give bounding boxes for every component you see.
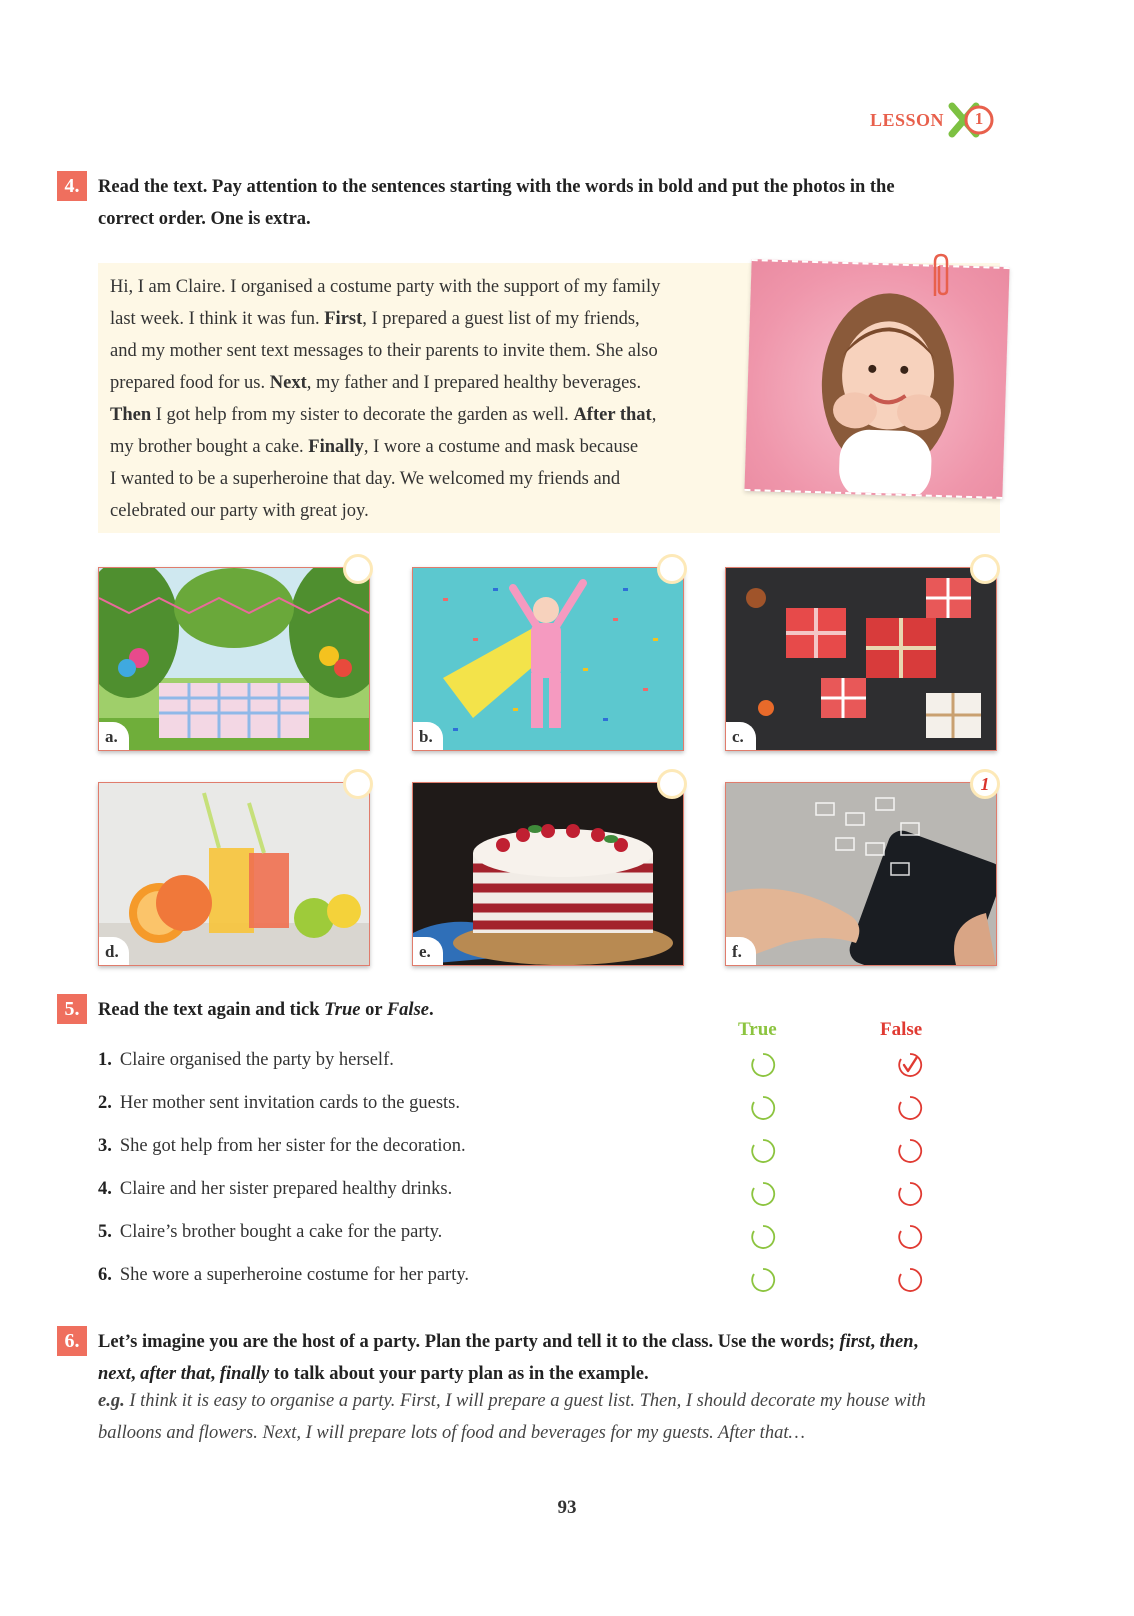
italic-keyword: first bbox=[839, 1332, 871, 1352]
statement-number: 5. bbox=[98, 1222, 112, 1242]
text-run: , bbox=[210, 1364, 220, 1384]
order-answer-circle[interactable] bbox=[343, 554, 373, 584]
garden-party-table-icon bbox=[99, 568, 369, 750]
italic-keyword: finally bbox=[219, 1364, 270, 1384]
false-circle[interactable] bbox=[897, 1052, 923, 1078]
photo-letter: f. bbox=[726, 937, 756, 965]
true-circle[interactable] bbox=[750, 1267, 776, 1293]
bold-keyword: After that bbox=[573, 405, 652, 425]
text-run: , bbox=[870, 1332, 880, 1352]
example-label: e.g. bbox=[98, 1391, 125, 1411]
false-circle[interactable] bbox=[897, 1095, 923, 1121]
gift-boxes-icon bbox=[726, 568, 996, 750]
false-circle[interactable] bbox=[897, 1267, 923, 1293]
reading-line bbox=[110, 303, 710, 335]
text-run: my brother bought a cake. bbox=[110, 437, 309, 457]
text-run: , I prepared a guest list of my friends, bbox=[362, 309, 640, 329]
reading-text bbox=[110, 271, 710, 527]
photo-f bbox=[725, 782, 997, 966]
italic-keyword: after that bbox=[140, 1364, 211, 1384]
text-run: , my father and I prepared healthy beverages. bbox=[306, 373, 642, 393]
true-circle[interactable] bbox=[750, 1095, 776, 1121]
italic-keyword: then bbox=[879, 1332, 914, 1352]
statement-item bbox=[98, 1136, 466, 1157]
photo-letter: c. bbox=[726, 722, 756, 750]
exercise-5-number: 5. bbox=[57, 994, 87, 1024]
reading-line bbox=[110, 335, 710, 367]
photo-c bbox=[725, 567, 997, 751]
lesson-label: LESSON bbox=[870, 109, 945, 130]
text-run: celebrated our party with great joy. bbox=[110, 501, 369, 521]
instruction-true-word: True bbox=[324, 1000, 361, 1020]
raspberry-cake-icon bbox=[413, 783, 683, 965]
instruction-line: correct order. One is extra. bbox=[98, 209, 311, 229]
example-line: balloons and flowers. Next, I will prepare lots of food and beverages for my guests. After that… bbox=[98, 1423, 805, 1443]
bold-keyword: Next bbox=[269, 373, 307, 393]
text-run: I got help from my sister to decorate the garden as well. bbox=[151, 405, 574, 425]
photo-letter: d. bbox=[99, 937, 129, 965]
example-text bbox=[98, 1385, 1008, 1449]
reading-line bbox=[110, 463, 710, 495]
false-column-header: False bbox=[880, 1019, 923, 1040]
claire-photo bbox=[744, 259, 1009, 499]
text-run: Let’s imagine you are the host of a party. Plan the party and tell it to the class. Use the words; bbox=[98, 1332, 840, 1352]
photo-d bbox=[98, 782, 370, 966]
reading-line bbox=[110, 495, 710, 527]
statement-number: 1. bbox=[98, 1050, 112, 1070]
statement-text: Claire’s brother bought a cake for the party. bbox=[119, 1222, 443, 1242]
false-circle[interactable] bbox=[897, 1224, 923, 1250]
example-line bbox=[98, 1385, 1008, 1417]
text-run: I wanted to be a superheroine that day. We welcomed my friends and bbox=[110, 469, 621, 489]
instruction-line: Read the text. Pay attention to the sentences starting with the words in bold and put the photos in the bbox=[98, 177, 895, 197]
instruction-false-word: False bbox=[386, 1000, 429, 1020]
false-circle[interactable] bbox=[897, 1138, 923, 1164]
reading-line bbox=[110, 367, 710, 399]
text-run: , bbox=[130, 1364, 141, 1384]
text-run: and my mother sent text messages to their parents to invite them. She also bbox=[110, 341, 658, 361]
photo-letter: e. bbox=[413, 937, 443, 965]
text-run: , bbox=[913, 1332, 919, 1352]
page-number: 93 bbox=[557, 1497, 577, 1518]
true-circle[interactable] bbox=[750, 1052, 776, 1078]
reading-line bbox=[110, 399, 710, 431]
photo-letter: b. bbox=[413, 722, 443, 750]
bold-keyword: First bbox=[324, 309, 363, 329]
photo-e bbox=[412, 782, 684, 966]
reading-line bbox=[110, 271, 710, 303]
statement-item bbox=[98, 1222, 442, 1243]
statement-number: 3. bbox=[98, 1136, 112, 1156]
true-circle[interactable] bbox=[750, 1181, 776, 1207]
lesson-header bbox=[870, 100, 996, 140]
exercise-4-instruction bbox=[98, 171, 1018, 235]
instruction-text: . bbox=[428, 1000, 434, 1020]
exercise-4-number: 4. bbox=[57, 171, 87, 201]
text-run: , I wore a costume and mask because bbox=[363, 437, 639, 457]
paper-clip-icon bbox=[928, 252, 952, 300]
text-run: to talk about your party plan as in the example. bbox=[269, 1364, 649, 1384]
statement-item bbox=[98, 1265, 469, 1286]
order-answer-circle[interactable] bbox=[343, 769, 373, 799]
example-sentence: I think it is easy to organise a party. First, I will prepare a guest list. Then, I should decorate my house with bbox=[124, 1391, 926, 1411]
exercise-6-number: 6. bbox=[57, 1326, 87, 1356]
italic-keyword: next bbox=[98, 1364, 131, 1384]
lesson-number: 1 bbox=[974, 109, 984, 128]
statement-text: She got help from her sister for the decoration. bbox=[119, 1136, 466, 1156]
statement-item bbox=[98, 1179, 452, 1200]
photo-b bbox=[412, 567, 684, 751]
statement-text: She wore a superheroine costume for her party. bbox=[119, 1265, 470, 1285]
bold-keyword: Finally bbox=[308, 437, 364, 457]
true-circle[interactable] bbox=[750, 1224, 776, 1250]
order-answer-circle[interactable] bbox=[657, 769, 687, 799]
exercise-5-instruction bbox=[98, 994, 434, 1026]
statement-number: 6. bbox=[98, 1265, 112, 1285]
statement-number: 4. bbox=[98, 1179, 112, 1199]
statement-text: Her mother sent invitation cards to the guests. bbox=[119, 1093, 460, 1113]
order-answer-circle[interactable] bbox=[970, 554, 1000, 584]
instruction-text: Read the text again and tick bbox=[98, 1000, 325, 1020]
text-run: , bbox=[651, 405, 657, 425]
fruit-juice-icon bbox=[99, 783, 369, 965]
superheroine-girl-icon bbox=[413, 568, 683, 750]
photo-a bbox=[98, 567, 370, 751]
smiling-girl-icon bbox=[744, 261, 1009, 497]
bold-keyword: Then bbox=[110, 405, 152, 425]
true-column-header: True bbox=[738, 1019, 777, 1040]
statement-item bbox=[98, 1093, 460, 1114]
statement-text: Claire and her sister prepared healthy drinks. bbox=[119, 1179, 453, 1199]
text-run: prepared food for us. bbox=[110, 373, 270, 393]
instruction-line bbox=[98, 1326, 1018, 1358]
statement-text: Claire organised the party by herself. bbox=[119, 1050, 394, 1070]
instruction-text: or bbox=[360, 1000, 387, 1020]
statement-item bbox=[98, 1050, 394, 1071]
lesson-x-icon bbox=[946, 100, 996, 140]
text-run: last week. I think it was fun. bbox=[110, 309, 325, 329]
statement-number: 2. bbox=[98, 1093, 112, 1113]
true-circle[interactable] bbox=[750, 1138, 776, 1164]
phone-messages-icon bbox=[726, 783, 996, 965]
order-answer-circle[interactable]: 1 bbox=[970, 769, 1000, 799]
photo-letter: a. bbox=[99, 722, 129, 750]
order-answer-circle[interactable] bbox=[657, 554, 687, 584]
false-circle[interactable] bbox=[897, 1181, 923, 1207]
exercise-6-instruction bbox=[98, 1326, 1018, 1390]
lesson-badge bbox=[946, 100, 996, 140]
text-run: Hi, I am Claire. I organised a costume party with the support of my family bbox=[110, 277, 661, 297]
reading-line bbox=[110, 431, 710, 463]
